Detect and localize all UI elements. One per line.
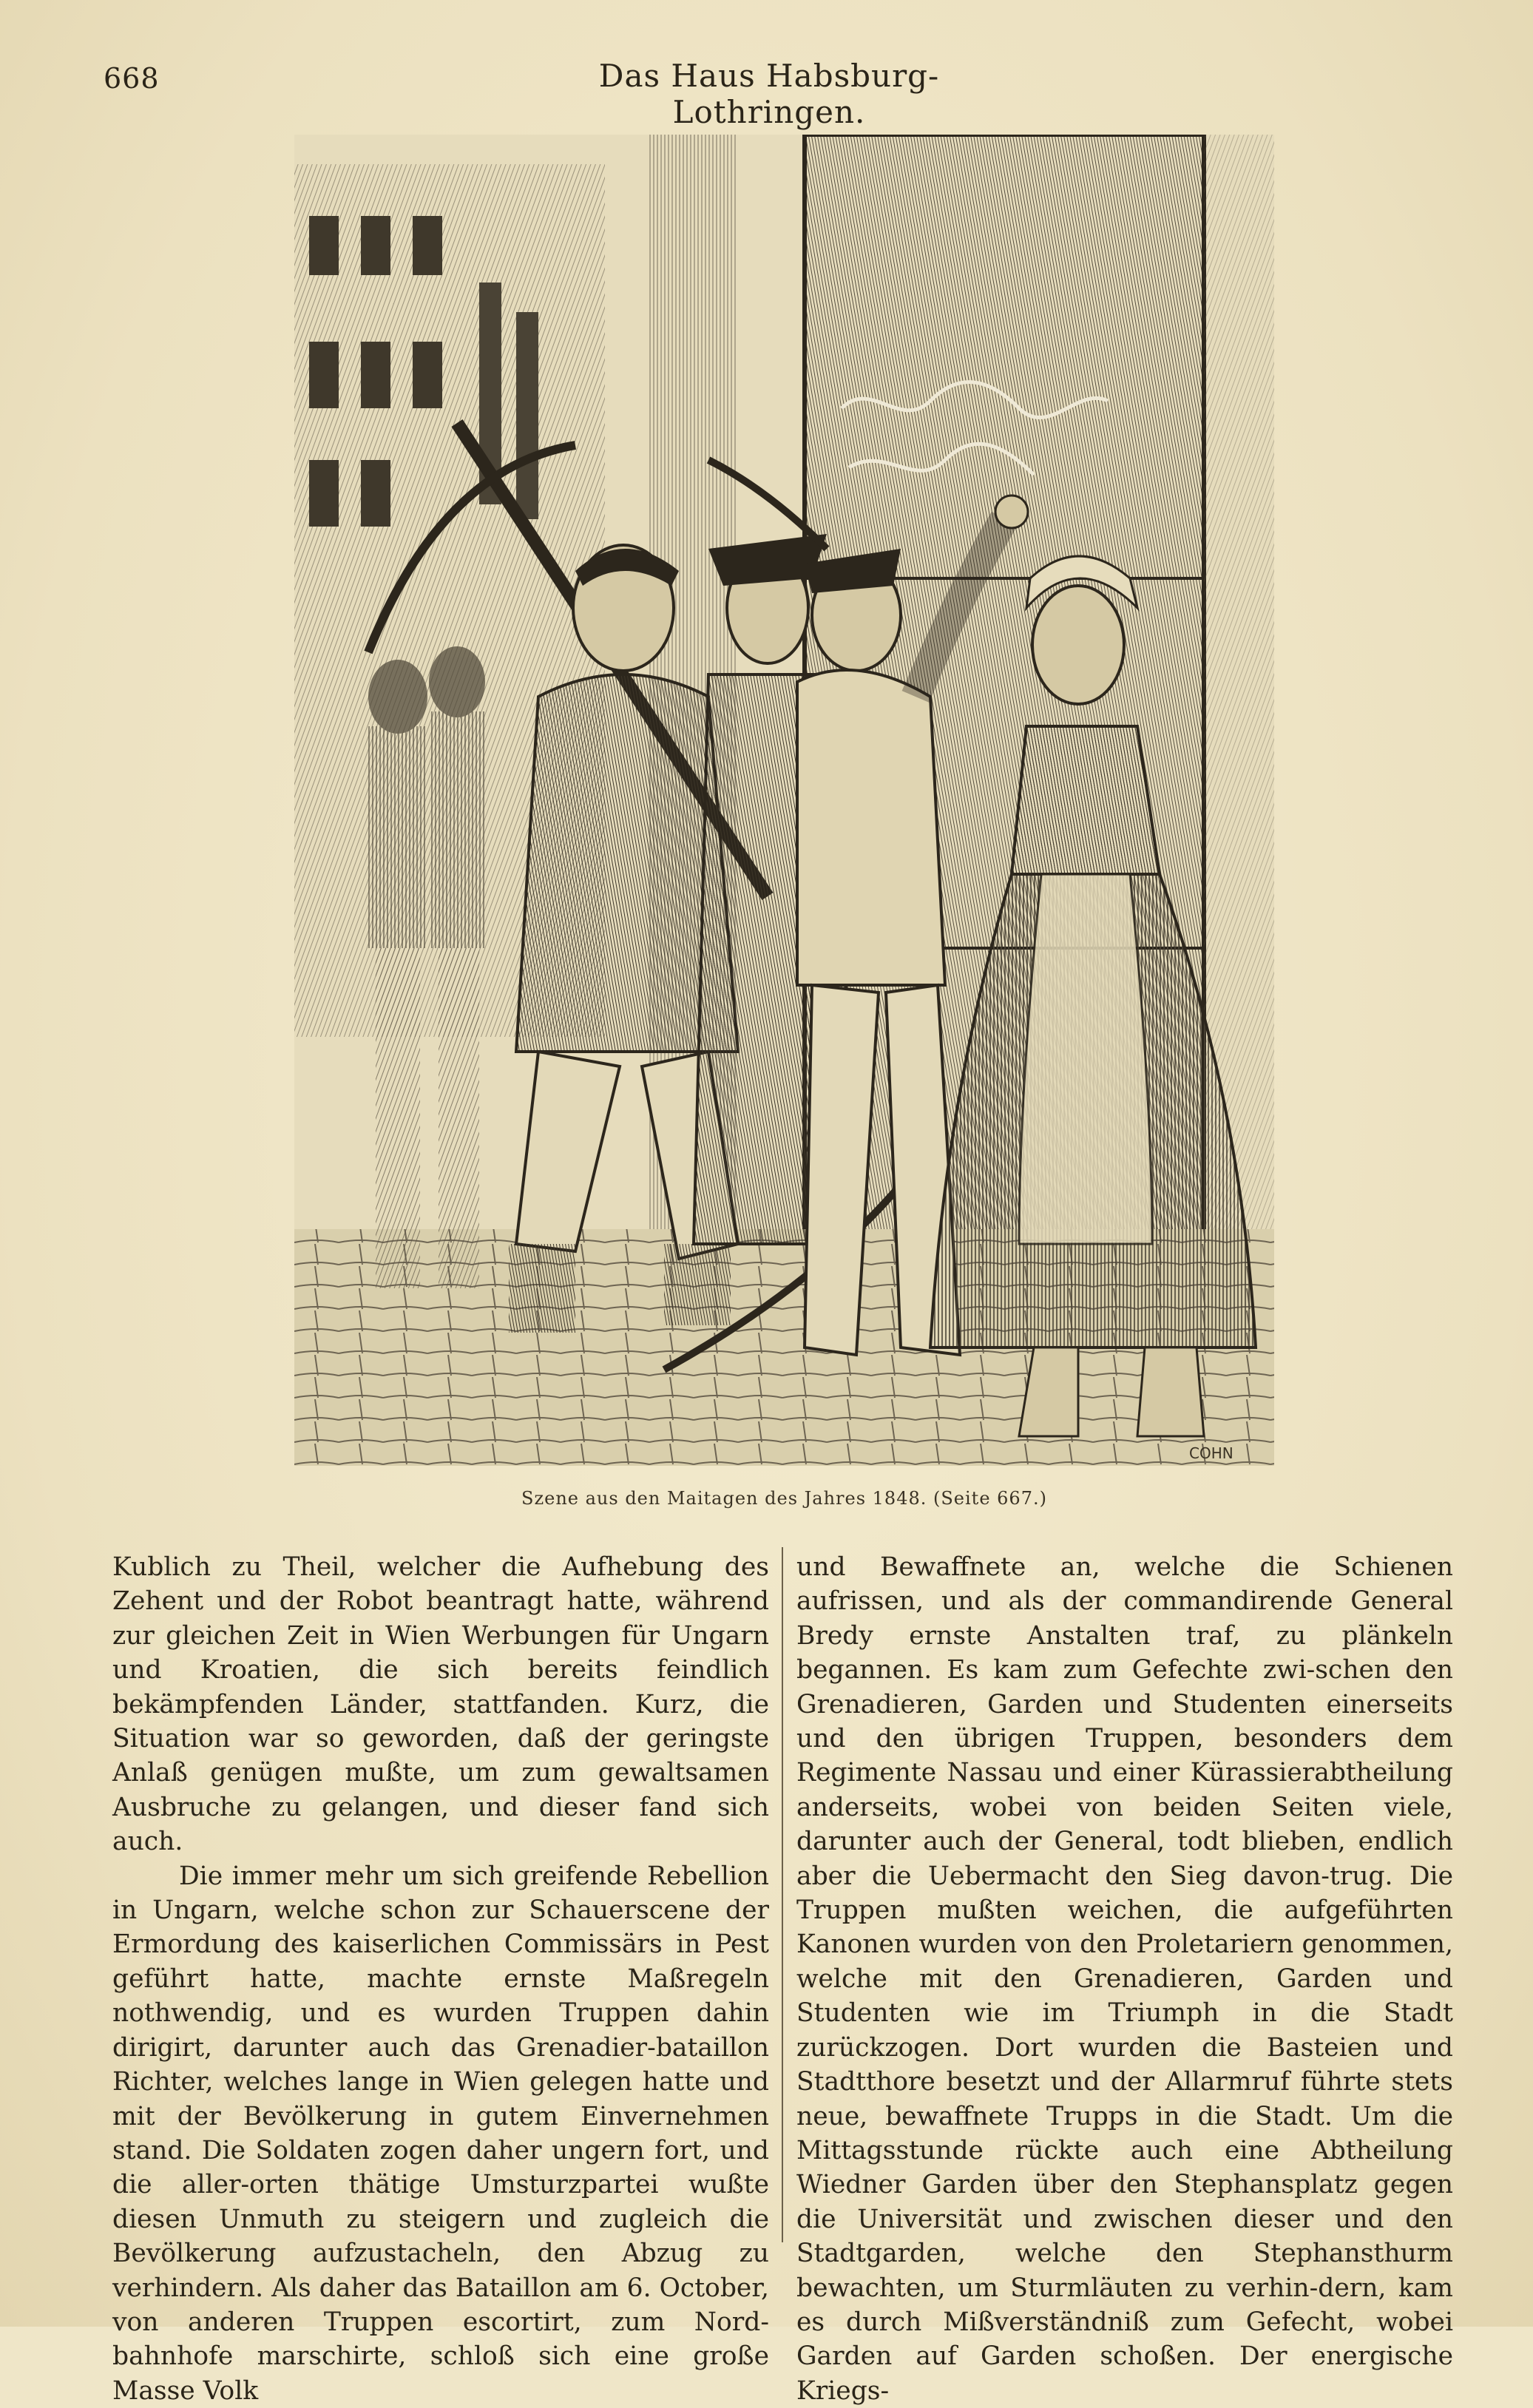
paragraph: Die immer mehr um sich greifende Rebellion in Ungarn, welche schon zur Schauerscene der Ermordung des kaiserlichen Commissärs in Pest geführt hatte, machte ernste Maßregeln nothwendig, und es wurden Truppen dahin dirigirt, darunter auch das Grenadier-bataillon Richter, welches lange in Wien gelegen hatte und mit der Bevölkerung in gutem Einvernehmen stand. Die Soldaten zogen daher ungern fort, und die aller-orten thätige Umsturzpartei wußte diesen Unmuth zu steigern und zugleich die Bevölkerung aufzustacheln, den Abzug zu verhindern. Als daher das Bataillon am 6. October, von anderen Truppen escortirt, zum Nord-bahnhofe marschirte, schloß sich eine große Masse Volk (112, 1861, 769, 2406)
running-title: Das Haus Habsburg-Lothringen. (598, 58, 940, 130)
engraving-illustration (294, 135, 1274, 1466)
column-divider (782, 1547, 783, 2242)
illustration-caption: Szene aus den Maitagen des Jahres 1848. (Seite 667.) (521, 1488, 1047, 1509)
text-column-left (112, 1550, 769, 2408)
engraver-signature: COHN (1189, 1444, 1233, 1462)
paragraph: und Bewaffnete an, welche die Schienen aufrissen, und als der commandirende General Bredy ernste Anstalten traf, zu plänkeln begannen. Es kam zum Gefechte zwi-schen den Grenadieren, Garden und Studenten einerseits und den übrigen Truppen, besonders dem Regimente Nassau und einer Kürassierabtheilung anderseits, wobei von beiden Seiten viele, darunter auch der General, todt blieben, endlich aber die Uebermacht den Sieg davon-trug. Die Truppen mußten weichen, die aufgeführten Kanonen wurden von den Proletariern genommen, welche mit den Grenadieren, Garden und Studenten wie im Triumph in die Stadt zurückzogen. Dort wurden die Basteien und Stadtthore besetzt und der Allarmruf führte stets neue, bewaffnete Trupps in die Stadt. Um die Mittagsstunde rückte auch eine Abtheilung Wiedner Garden über den Stephansplatz gegen die Universität und zwischen dieser und den Stadtgarden, welche den Stephansthurm bewachten, um Sturmläuten zu verhin-dern, kam es durch Mißverständniß zum Gefecht, wobei Garden auf Garden schoßen. Der energische Kriegs- (796, 1552, 1453, 2406)
paragraph: Kublich zu Theil, welcher die Aufhebung des Zehent und der Robot beantragt hatte, während zur gleichen Zeit in Wien Werbungen für Ungarn und Kroatien, die sich bereits feindlich bekämpfenden Länder, stattfanden. Kurz, die Situation war so geworden, daß der geringste Anlaß genügen mußte, um zum gewaltsamen Ausbruche zu gelangen, und dieser fand sich auch. (112, 1552, 769, 1857)
text-column-right (796, 1550, 1453, 2408)
page-number: 668 (104, 62, 160, 95)
